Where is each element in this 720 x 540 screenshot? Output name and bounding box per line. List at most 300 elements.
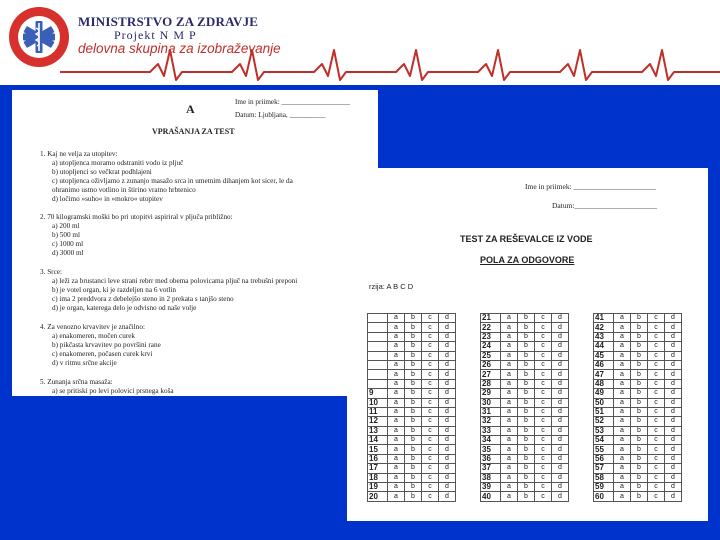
answer-option-a[interactable]: a <box>388 314 405 323</box>
answer-option-d[interactable]: d <box>439 483 456 492</box>
answer-option-d[interactable]: d <box>552 342 569 351</box>
answer-option-c[interactable]: c <box>535 417 552 426</box>
answer-row <box>368 323 456 332</box>
answer-option-c[interactable]: c <box>422 360 439 369</box>
question-number: 51 <box>594 407 614 416</box>
answer-option-b[interactable]: b <box>518 360 535 369</box>
answer-option-c[interactable]: c <box>648 417 665 426</box>
answer-option-a[interactable]: a <box>388 483 405 492</box>
answer-option-b[interactable]: b <box>518 351 535 360</box>
slide-content <box>0 85 720 540</box>
question-line: 2. 70 kilogramski moški bo pri utopitvi aspiriral v pljuča približno: <box>40 213 233 221</box>
answer-option-d[interactable]: d <box>665 483 682 492</box>
answer-option-a[interactable]: a <box>501 370 518 379</box>
answer-option-a[interactable]: a <box>614 314 631 323</box>
name-field-label: Ime in priimek: ___________________ <box>235 98 350 106</box>
question-number: 24 <box>481 342 501 351</box>
answer-option-b[interactable]: b <box>631 454 648 463</box>
answer-option-d[interactable]: d <box>439 445 456 454</box>
answer-option-d[interactable]: d <box>439 398 456 407</box>
answer-option-d[interactable]: d <box>439 473 456 482</box>
answer-line: c) enakomeren, počasen curek krvi <box>52 350 153 358</box>
answer-option-c[interactable]: c <box>648 389 665 398</box>
answer-option-b[interactable]: b <box>631 342 648 351</box>
answer-option-c[interactable]: c <box>648 314 665 323</box>
answer-option-a[interactable]: a <box>614 379 631 388</box>
answer-line: d) v ritmu srčne akcije <box>52 359 117 367</box>
answer-option-a[interactable]: a <box>501 323 518 332</box>
answer-row <box>594 445 682 454</box>
answer-option-d[interactable]: d <box>552 464 569 473</box>
answer-sheet-title: TEST ZA REŠEVALCE IZ VODE <box>460 234 593 244</box>
answer-option-a[interactable]: a <box>388 332 405 341</box>
answer-option-b[interactable]: b <box>405 360 422 369</box>
answer-option-d[interactable]: d <box>552 379 569 388</box>
answer-option-d[interactable]: d <box>552 445 569 454</box>
answer-option-d[interactable]: d <box>552 360 569 369</box>
answer-option-b[interactable]: b <box>631 360 648 369</box>
answer-row <box>368 492 456 501</box>
question-number: 27 <box>481 370 501 379</box>
answer-option-b[interactable]: b <box>631 436 648 445</box>
answer-option-b[interactable]: b <box>518 483 535 492</box>
answer-option-c[interactable]: c <box>535 492 552 501</box>
answer-option-c[interactable]: c <box>648 360 665 369</box>
answer-option-b[interactable]: b <box>405 464 422 473</box>
answer-option-a[interactable]: a <box>614 417 631 426</box>
question-number: 11 <box>368 407 388 416</box>
answer-option-b[interactable]: b <box>631 464 648 473</box>
answer-option-a[interactable]: a <box>388 473 405 482</box>
question-number: 56 <box>594 454 614 463</box>
answer-option-a[interactable]: a <box>388 389 405 398</box>
answer-line: a) leži za brustanci leve strani rebrr med obema polovicama pljuč na trebušni preponi <box>52 277 298 285</box>
answer-option-c[interactable]: c <box>648 351 665 360</box>
question-number: 32 <box>481 417 501 426</box>
question-number: 49 <box>594 389 614 398</box>
answer-option-a[interactable]: a <box>388 370 405 379</box>
answer-option-a[interactable]: a <box>388 379 405 388</box>
answer-option-c[interactable]: c <box>422 342 439 351</box>
answer-option-b[interactable]: b <box>518 417 535 426</box>
answer-option-c[interactable]: c <box>535 314 552 323</box>
answer-row <box>594 379 682 388</box>
answer-option-d[interactable]: d <box>665 417 682 426</box>
answer-option-d[interactable]: d <box>552 351 569 360</box>
answer-option-d[interactable]: d <box>665 389 682 398</box>
answer-option-c[interactable]: c <box>535 332 552 341</box>
answer-option-d[interactable]: d <box>665 464 682 473</box>
answer-option-d[interactable]: d <box>552 436 569 445</box>
answer-option-c[interactable]: c <box>648 492 665 501</box>
answer-row <box>481 370 569 379</box>
answer-option-b[interactable]: b <box>405 379 422 388</box>
answer-option-c[interactable]: c <box>648 370 665 379</box>
answer-row <box>594 342 682 351</box>
answer-option-d[interactable]: d <box>665 332 682 341</box>
answer-option-c[interactable]: c <box>422 473 439 482</box>
answer-option-a[interactable]: a <box>388 342 405 351</box>
answer-option-d[interactable]: d <box>552 417 569 426</box>
answer-option-b[interactable]: b <box>631 492 648 501</box>
answer-option-c[interactable]: c <box>422 436 439 445</box>
answer-option-c[interactable]: c <box>535 398 552 407</box>
answer-option-a[interactable]: a <box>614 445 631 454</box>
answer-option-c[interactable]: c <box>422 351 439 360</box>
answer-option-c[interactable]: c <box>648 342 665 351</box>
question-number: 60 <box>594 492 614 501</box>
answer-option-c[interactable]: c <box>422 407 439 416</box>
answer-option-a[interactable]: a <box>501 426 518 435</box>
answer-option-b[interactable]: b <box>405 407 422 416</box>
answer-option-c[interactable]: c <box>422 445 439 454</box>
question-number: 47 <box>594 370 614 379</box>
answer-option-b[interactable]: b <box>518 492 535 501</box>
answer-option-b[interactable]: b <box>518 342 535 351</box>
answer-option-d[interactable]: d <box>439 314 456 323</box>
answer-option-c[interactable]: c <box>535 407 552 416</box>
answer-option-b[interactable]: b <box>631 473 648 482</box>
answer-option-b[interactable]: b <box>518 426 535 435</box>
answer-option-c[interactable]: c <box>535 426 552 435</box>
answer-option-b[interactable]: b <box>631 445 648 454</box>
answer-option-a[interactable]: a <box>501 445 518 454</box>
answer-option-a[interactable]: a <box>614 342 631 351</box>
answer-option-a[interactable]: a <box>501 417 518 426</box>
answer-option-c[interactable]: c <box>535 351 552 360</box>
answer-option-b[interactable]: b <box>631 483 648 492</box>
answer-row <box>594 323 682 332</box>
answer-option-c[interactable]: c <box>648 398 665 407</box>
answer-option-d[interactable]: d <box>552 492 569 501</box>
answer-option-c[interactable]: c <box>535 483 552 492</box>
answer-option-c[interactable]: c <box>422 398 439 407</box>
answer-option-a[interactable]: a <box>614 436 631 445</box>
question-number: 34 <box>481 436 501 445</box>
question-number: 37 <box>481 464 501 473</box>
answer-option-a[interactable]: a <box>501 464 518 473</box>
answer-option-b[interactable]: b <box>405 417 422 426</box>
answer-option-a[interactable]: a <box>388 417 405 426</box>
answer-option-b[interactable]: b <box>518 389 535 398</box>
answer-option-a[interactable]: a <box>388 360 405 369</box>
question-number: 10 <box>368 398 388 407</box>
answer-row <box>481 483 569 492</box>
answer-option-b[interactable]: b <box>518 323 535 332</box>
answer-option-d[interactable]: d <box>439 464 456 473</box>
answer-line: ohranimo ustno votlino in štirino vratno hrbtenico <box>52 186 196 194</box>
answer-option-d[interactable]: d <box>439 342 456 351</box>
answer-option-a[interactable]: a <box>614 407 631 416</box>
answer-option-b[interactable]: b <box>518 436 535 445</box>
answer-option-d[interactable]: d <box>665 473 682 482</box>
answer-option-a[interactable]: a <box>388 492 405 501</box>
answer-option-b[interactable]: b <box>518 398 535 407</box>
answer-option-c[interactable]: c <box>422 332 439 341</box>
question-number: 48 <box>594 379 614 388</box>
answer-option-d[interactable]: d <box>552 314 569 323</box>
answer-option-b[interactable]: b <box>631 370 648 379</box>
answer-option-d[interactable]: d <box>665 492 682 501</box>
answer-option-a[interactable]: a <box>614 454 631 463</box>
answer-option-b[interactable]: b <box>518 370 535 379</box>
answer-option-d[interactable]: d <box>665 314 682 323</box>
answer-option-c[interactable]: c <box>648 436 665 445</box>
answer-option-a[interactable]: a <box>614 483 631 492</box>
answer-option-c[interactable]: c <box>648 426 665 435</box>
answer-option-d[interactable]: d <box>665 323 682 332</box>
answer-option-b[interactable]: b <box>631 389 648 398</box>
answer-option-b[interactable]: b <box>405 398 422 407</box>
answer-option-a[interactable]: a <box>501 492 518 501</box>
answer-option-c[interactable]: c <box>422 492 439 501</box>
answer-option-d[interactable]: d <box>665 379 682 388</box>
answer-option-a[interactable]: a <box>388 407 405 416</box>
answer-option-b[interactable]: b <box>631 351 648 360</box>
answer-row <box>481 323 569 332</box>
answer-option-b[interactable]: b <box>405 342 422 351</box>
answer-row <box>481 342 569 351</box>
answer-option-b[interactable]: b <box>405 492 422 501</box>
answer-option-c[interactable]: c <box>648 464 665 473</box>
answer-sheet <box>347 168 708 521</box>
answer-option-b[interactable]: b <box>518 454 535 463</box>
answer-row <box>481 379 569 388</box>
answer-line: a) utopljenca moramo odstraniti vodo iz pljuč <box>52 159 184 167</box>
answer-option-c[interactable]: c <box>422 417 439 426</box>
answer-grid-1-20 <box>367 313 456 502</box>
answer-option-c[interactable]: c <box>648 332 665 341</box>
group-title: delovna skupina za izobraževanje <box>78 41 281 56</box>
answer-option-c[interactable]: c <box>535 323 552 332</box>
answer-option-d[interactable]: d <box>552 483 569 492</box>
answer-option-a[interactable]: a <box>388 398 405 407</box>
question-number <box>368 323 388 332</box>
answer-option-b[interactable]: b <box>631 398 648 407</box>
answer-option-c[interactable]: c <box>422 389 439 398</box>
answer-option-d[interactable]: d <box>552 454 569 463</box>
answer-option-d[interactable]: d <box>665 370 682 379</box>
answer-option-a[interactable]: a <box>501 473 518 482</box>
answer-option-b[interactable]: b <box>518 473 535 482</box>
answer-option-b[interactable]: b <box>405 436 422 445</box>
answer-option-b[interactable]: b <box>405 389 422 398</box>
answer-option-a[interactable]: a <box>614 473 631 482</box>
answer-option-a[interactable]: a <box>614 351 631 360</box>
answer-option-b[interactable]: b <box>405 483 422 492</box>
answer-option-c[interactable]: c <box>648 454 665 463</box>
answer-option-a[interactable]: a <box>614 370 631 379</box>
answer-option-d[interactable]: d <box>439 389 456 398</box>
answer-option-d[interactable]: d <box>665 436 682 445</box>
answer-option-c[interactable]: c <box>648 379 665 388</box>
answer-option-a[interactable]: a <box>501 398 518 407</box>
answer-option-d[interactable]: d <box>439 417 456 426</box>
answer-row <box>594 417 682 426</box>
answer-option-d[interactable]: d <box>552 389 569 398</box>
answer-option-d[interactable]: d <box>439 360 456 369</box>
answer-option-d[interactable]: d <box>439 323 456 332</box>
answer-option-c[interactable]: c <box>535 445 552 454</box>
answer-option-d[interactable]: d <box>665 342 682 351</box>
answer-option-d[interactable]: d <box>439 436 456 445</box>
answer-option-d[interactable]: d <box>552 370 569 379</box>
answer-option-b[interactable]: b <box>631 323 648 332</box>
answer-option-b[interactable]: b <box>405 314 422 323</box>
answer-option-b[interactable]: b <box>631 417 648 426</box>
answer-row <box>594 398 682 407</box>
answer-option-a[interactable]: a <box>501 332 518 341</box>
answer-option-a[interactable]: a <box>614 398 631 407</box>
answer-option-a[interactable]: a <box>388 351 405 360</box>
answer-line: a) enakomeren, močen curek <box>52 332 136 340</box>
answer-option-b[interactable]: b <box>405 332 422 341</box>
answer-option-a[interactable]: a <box>614 426 631 435</box>
answer-option-d[interactable]: d <box>439 407 456 416</box>
answer-option-b[interactable]: b <box>518 407 535 416</box>
answer-option-d[interactable]: d <box>665 426 682 435</box>
answer-option-c[interactable]: c <box>422 454 439 463</box>
question-number: 15 <box>368 445 388 454</box>
answer-option-c[interactable]: c <box>535 464 552 473</box>
answer-option-b[interactable]: b <box>518 445 535 454</box>
question-number: 14 <box>368 436 388 445</box>
question-number: 41 <box>594 314 614 323</box>
answer-option-d[interactable]: d <box>552 332 569 341</box>
answer-row <box>481 464 569 473</box>
answer-option-d[interactable]: d <box>439 426 456 435</box>
answer-option-a[interactable]: a <box>614 360 631 369</box>
question-number: 35 <box>481 445 501 454</box>
question-number: 50 <box>594 398 614 407</box>
answer-option-d[interactable]: d <box>439 379 456 388</box>
answer-option-b[interactable]: b <box>405 445 422 454</box>
answer-option-c[interactable]: c <box>535 389 552 398</box>
slide-header <box>0 0 720 85</box>
answer-option-c[interactable]: c <box>535 454 552 463</box>
answer-option-c[interactable]: c <box>535 473 552 482</box>
answer-option-b[interactable]: b <box>405 323 422 332</box>
answer-option-a[interactable]: a <box>501 407 518 416</box>
answer-option-c[interactable]: c <box>422 464 439 473</box>
answer-option-d[interactable]: d <box>552 473 569 482</box>
answer-option-d[interactable]: d <box>665 407 682 416</box>
answer-option-a[interactable]: a <box>614 492 631 501</box>
answer-option-c[interactable]: c <box>422 426 439 435</box>
answer-grid-21-40 <box>480 313 569 502</box>
answer-option-c[interactable]: c <box>535 379 552 388</box>
answer-option-b[interactable]: b <box>405 426 422 435</box>
answer-option-d[interactable]: d <box>552 398 569 407</box>
answer-option-b[interactable]: b <box>405 473 422 482</box>
answer-option-b[interactable]: b <box>405 454 422 463</box>
answer-option-a[interactable]: a <box>501 360 518 369</box>
answer-option-c[interactable]: c <box>422 379 439 388</box>
question-number: 38 <box>481 473 501 482</box>
answer-option-c[interactable]: c <box>535 436 552 445</box>
answer-option-d[interactable]: d <box>552 323 569 332</box>
answer-option-d[interactable]: d <box>665 445 682 454</box>
answer-option-d[interactable]: d <box>439 454 456 463</box>
answer-option-a[interactable]: a <box>501 436 518 445</box>
answer-option-a[interactable]: a <box>501 342 518 351</box>
answer-option-d[interactable]: d <box>552 407 569 416</box>
answer-option-d[interactable]: d <box>665 351 682 360</box>
answer-option-c[interactable]: c <box>648 407 665 416</box>
answer-option-d[interactable]: d <box>665 454 682 463</box>
answer-option-c[interactable]: c <box>648 445 665 454</box>
answer-option-c[interactable]: c <box>648 473 665 482</box>
answer-option-b[interactable]: b <box>631 314 648 323</box>
answer-option-b[interactable]: b <box>518 332 535 341</box>
answer-option-a[interactable]: a <box>388 464 405 473</box>
answer-option-a[interactable]: a <box>388 445 405 454</box>
answer-option-a[interactable]: a <box>614 389 631 398</box>
answer-option-a[interactable]: a <box>388 454 405 463</box>
answer-row <box>368 360 456 369</box>
answer-row <box>594 426 682 435</box>
answer-option-d[interactable]: d <box>552 426 569 435</box>
answer-option-d[interactable]: d <box>439 351 456 360</box>
answer-row <box>481 351 569 360</box>
answer-option-a[interactable]: a <box>614 323 631 332</box>
answer-option-c[interactable]: c <box>535 342 552 351</box>
answer-option-b[interactable]: b <box>518 314 535 323</box>
answer-option-c[interactable]: c <box>648 323 665 332</box>
answer-option-a[interactable]: a <box>501 351 518 360</box>
answer-option-b[interactable]: b <box>405 370 422 379</box>
answer-option-c[interactable]: c <box>648 483 665 492</box>
answer-row <box>481 389 569 398</box>
answer-option-b[interactable]: b <box>631 379 648 388</box>
question-number: 53 <box>594 426 614 435</box>
answer-option-a[interactable]: a <box>614 464 631 473</box>
answer-option-a[interactable]: a <box>501 379 518 388</box>
answer-option-c[interactable]: c <box>422 323 439 332</box>
question-number: 36 <box>481 454 501 463</box>
answer-option-c[interactable]: c <box>535 370 552 379</box>
question-line: 1. Kaj ne velja za utopitev: <box>40 150 118 158</box>
answer-option-c[interactable]: c <box>422 483 439 492</box>
answer-option-a[interactable]: a <box>388 323 405 332</box>
answer-option-c[interactable]: c <box>422 370 439 379</box>
answer-row <box>481 426 569 435</box>
answer-option-b[interactable]: b <box>518 464 535 473</box>
answer-option-b[interactable]: b <box>405 351 422 360</box>
answer-option-d[interactable]: d <box>439 492 456 501</box>
answer-option-a[interactable]: a <box>388 426 405 435</box>
question-number: 54 <box>594 436 614 445</box>
answer-option-c[interactable]: c <box>535 360 552 369</box>
answer-option-a[interactable]: a <box>388 436 405 445</box>
answer-option-a[interactable]: a <box>501 314 518 323</box>
answer-option-a[interactable]: a <box>614 332 631 341</box>
answer-option-a[interactable]: a <box>501 454 518 463</box>
answer-row <box>481 407 569 416</box>
answer-option-c[interactable]: c <box>422 314 439 323</box>
answer-option-b[interactable]: b <box>631 332 648 341</box>
question-number: 44 <box>594 342 614 351</box>
answer-option-b[interactable]: b <box>631 407 648 416</box>
answer-option-d[interactable]: d <box>665 398 682 407</box>
answer-option-d[interactable]: d <box>439 332 456 341</box>
answer-option-a[interactable]: a <box>501 389 518 398</box>
answer-option-d[interactable]: d <box>665 360 682 369</box>
answer-option-b[interactable]: b <box>631 426 648 435</box>
answer-option-a[interactable]: a <box>501 483 518 492</box>
answer-option-d[interactable]: d <box>439 370 456 379</box>
answer-option-b[interactable]: b <box>518 379 535 388</box>
